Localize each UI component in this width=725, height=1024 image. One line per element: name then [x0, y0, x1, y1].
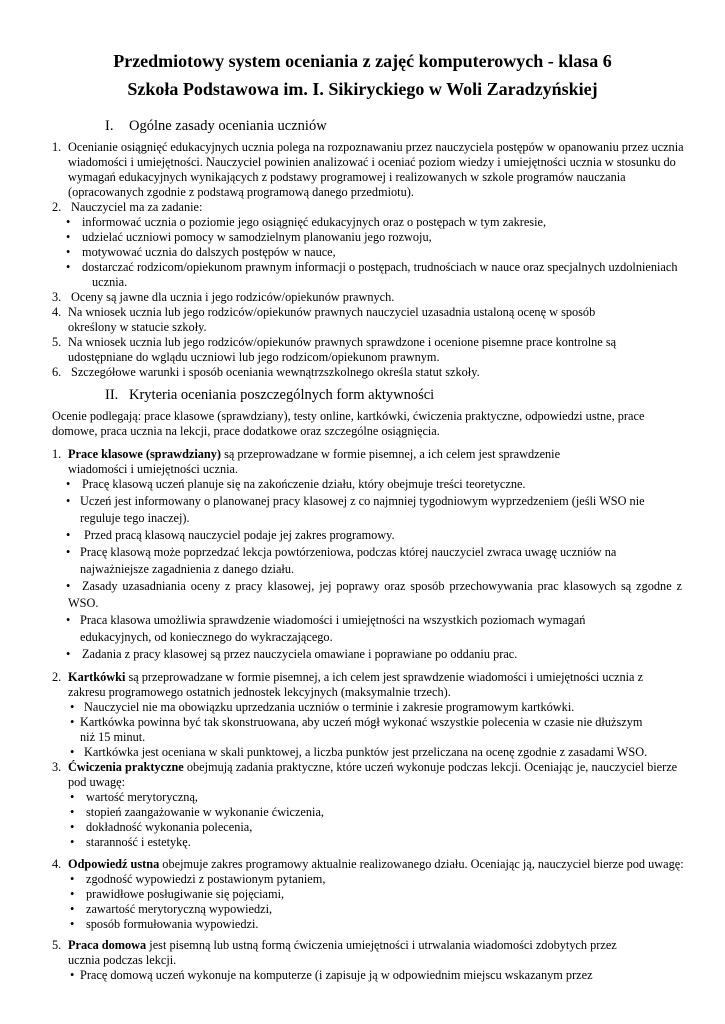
bullet-icon: •	[70, 700, 75, 714]
s2-item4-line1	[68, 857, 684, 872]
s2-item3-term: Ćwiczenia praktyczne	[68, 760, 184, 774]
s1-item4-line2: określony w statucie szkoły.	[68, 320, 207, 334]
s1-item1-line3: wymagań edukacyjnych wynikających z podstawy programowej i realizowanych w szkole programów nauczania	[68, 170, 626, 184]
s2-item1-bullet3: Przed pracą klasową nauczyciel podaje jej zakres programowy.	[84, 528, 395, 542]
bullet-icon: •	[66, 579, 71, 593]
s2-item1-line1	[68, 447, 560, 462]
bullet-icon: •	[66, 494, 71, 508]
bullet-icon: •	[66, 260, 71, 274]
s2-item1-term: Prace klasowe (sprawdziany)	[68, 447, 222, 461]
s2-item2-bullet2: Kartkówka powinna być tak skonstruowana, aby uczeń mógł wykonać wszystkie polecenia w czasie nie dłuższym	[80, 715, 643, 729]
bullet-icon: •	[70, 872, 75, 886]
s1-item6-number: 6.	[52, 365, 62, 379]
bullet-icon: •	[70, 835, 75, 849]
s2-item4-term: Odpowiedź ustna	[68, 857, 160, 871]
s2-item1-line2: wiadomości i umiejętności ucznia.	[68, 462, 239, 476]
s2-item5-number: 5.	[52, 938, 62, 952]
s1-item2-bullet4-cont: ucznia.	[92, 275, 128, 289]
bullet-icon: •	[70, 745, 75, 759]
s2-item1-number: 1.	[52, 447, 62, 461]
s2-item1-bullet1: Pracę klasową uczeń planuje się na zakończenie działu, który obejmuje treści teoretyczne.	[82, 477, 526, 491]
s2-item3-bullet3: dokładność wykonania polecenia,	[86, 820, 253, 834]
section2-numeral: II.	[105, 387, 119, 403]
s2-item2-bullet1: Nauczyciel nie ma obowiązku uprzedzania uczniów o terminie i zakresie programowym kartkówki.	[84, 700, 575, 714]
bullet-icon: •	[70, 917, 75, 931]
s1-item2-bullet4: dostarczać rodzicom/opiekunom prawnym informacji o postępach, trudnościach w nauce oraz specjalnych uzdolnieniach	[82, 260, 678, 274]
s2-item4-bullet4: sposób formułowania wypowiedzi.	[86, 917, 259, 931]
s2-item1-bullet2: Uczeń jest informowany o planowanej pracy klasowej z co najmniej tygodniowym wyprzedzeniem (jeśli WSO nie	[80, 494, 645, 508]
s2-item2-desc: są przeprowadzane w formie pisemnej, a ich celem jest sprawdzenie wiadomości i umiejętności ucznia z	[125, 670, 644, 684]
bullet-icon: •	[66, 477, 71, 491]
s1-item1-number: 1.	[52, 140, 62, 154]
bullet-icon: •	[70, 968, 75, 982]
bullet-icon: •	[66, 215, 71, 229]
s2-item1-bullet7: Zadania z pracy klasowej są przez nauczyciela omawiane i poprawiane po oddaniu prac.	[82, 647, 518, 661]
s2-item4-number: 4.	[52, 857, 62, 871]
s2-item2-bullet3: Kartkówka jest oceniana w skali punktowej, a liczba punktów jest przeliczana na ocenę zgodnie z zasadami WSO.	[84, 745, 648, 759]
s2-item2-number: 2.	[52, 670, 62, 684]
bullet-icon: •	[70, 790, 75, 804]
s1-item6-text: Szczegółowe warunki i sposób oceniania wewnątrzszkolnego określa statut szkoły.	[71, 365, 480, 379]
s2-item2-bullet2-cont: niż 15 minut.	[80, 730, 146, 744]
s2-item3-desc: obejmują zadania praktyczne, które uczeń wykonuje podczas lekcji. Oceniając je, nauczyciel bierze	[183, 760, 678, 774]
s1-item5-line2: udostępniane do wglądu uczniowi lub jego rodzicom/opiekunom prawnym.	[68, 350, 440, 364]
s2-item3-bullet1: wartość merytoryczną,	[86, 790, 198, 804]
bullet-icon: •	[70, 820, 75, 834]
s1-item5-number: 5.	[52, 335, 62, 349]
bullet-icon: •	[66, 647, 71, 661]
bullet-icon: •	[70, 715, 75, 729]
section1-heading-text: Ogólne zasady oceniania uczniów	[129, 118, 327, 134]
s1-item5-line1: Na wniosek ucznia lub jego rodziców/opiekunów prawnych sprawdzone i ocenione pisemne prace kontrolne są	[68, 335, 617, 349]
s2-item1-bullet4-cont: najważniejsze zagadnienia z danego działu.	[80, 562, 295, 576]
bullet-icon: •	[70, 805, 75, 819]
s1-item3-number: 3.	[52, 290, 62, 304]
s2-item3-bullet2: stopień zaangażowanie w wykonanie ćwiczenia,	[86, 805, 324, 819]
section1-numeral: I.	[105, 118, 114, 134]
s1-item1-line1: Ocenianie osiągnięć edukacyjnych ucznia polega na rozpoznawaniu przez nauczyciela postępów w opanowaniu przez ucznia	[68, 140, 684, 154]
s2-item2-term: Kartkówki	[68, 670, 126, 684]
s1-item3-text: Oceny są jawne dla ucznia i jego rodziców/opiekunów prawnych.	[71, 290, 395, 304]
s2-item5-line1	[68, 938, 617, 953]
s1-item4-number: 4.	[52, 305, 62, 319]
s2-item5-bullet1: Pracę domową uczeń wykonuje na komputerze (i zapisuje ją w odpowiednim miejscu wskazanym przez	[80, 968, 593, 982]
s1-item2-bullet3: motywować ucznia do dalszych postępów w nauce,	[82, 245, 336, 259]
s2-item3-line2: pod uwagę:	[68, 775, 126, 789]
bullet-icon: •	[70, 887, 75, 901]
s1-item1-line2: wiadomości i umiejętności. Nauczyciel powinien analizować i oceniać poziom wiedzy i umiejętności ucznia w stosunku do	[68, 155, 676, 169]
bullet-icon: •	[70, 902, 75, 916]
s2-item1-desc: są przeprowadzane w formie pisemnej, a ich celem jest sprawdzenie	[221, 447, 561, 461]
bullet-icon: •	[66, 528, 71, 542]
s2-item2-line1	[68, 670, 643, 685]
section1-heading	[105, 117, 327, 135]
document-title-line2: Szkoła Podstawowa im. I. Sikiryckiego w Woli Zaradzyńskiej	[127, 79, 598, 99]
s2-item5-term: Praca domowa	[68, 938, 147, 952]
bullet-icon: •	[66, 613, 71, 627]
s2-item3-bullet4: staranność i estetykę.	[86, 835, 191, 849]
bullet-icon: •	[66, 545, 71, 559]
s1-item2-bullet1: informować ucznia o poziomie jego osiągnięć edukacyjnych oraz o postępach w tym zakresie,	[82, 215, 547, 229]
section2-heading-text: Kryteria oceniania poszczególnych form aktywności	[129, 387, 435, 403]
s1-item2-bullet2: udzielać uczniowi pomocy w samodzielnym planowaniu jego rozwoju,	[82, 230, 432, 244]
section2-heading	[105, 386, 434, 404]
s2-item4-bullet1: zgodność wypowiedzi z postawionym pytaniem,	[86, 872, 326, 886]
bullet-icon: •	[66, 245, 71, 259]
s2-intro-line2: domowe, praca ucznia na lekcji, prace dodatkowe oraz szczególne osiągnięcia.	[52, 424, 440, 438]
s2-item5-desc: jest pisemną lub ustną formą ćwiczenia umiejętności i utrwalania wiadomości zdobytych przez	[146, 938, 617, 952]
s2-item1-bullet4: Pracę klasową może poprzedzać lekcja powtórzeniowa, podczas której nauczyciel zwraca uwagę uczniów na	[80, 545, 617, 559]
s2-item1-bullet2-cont: reguluje tego inaczej).	[80, 511, 190, 525]
s2-item4-bullet3: zawartość merytoryczną wypowiedzi,	[86, 902, 273, 916]
s1-item2-number: 2.	[52, 200, 62, 214]
s1-item2-text: Nauczyciel ma za zadanie:	[71, 200, 203, 214]
s2-item4-bullet2: prawidłowe posługiwanie się pojęciami,	[86, 887, 285, 901]
s2-item5-line2: ucznia podczas lekcji.	[68, 953, 177, 967]
s2-intro-line1: Ocenie podlegają: prace klasowe (sprawdziany), testy online, kartkówki, ćwiczenia praktyczne, odpowiedzi ustne, prace	[52, 409, 645, 423]
document-title-line1: Przedmiotowy system oceniania z zajęć komputerowych - klasa 6	[113, 51, 612, 71]
s2-item1-bullet5-cont: WSO.	[68, 596, 99, 610]
s2-item1-bullet6-cont: edukacyjnych, od koniecznego do wykraczającego.	[80, 630, 333, 644]
s2-item1-bullet5: Zasady uzasadniania oceny z pracy klasowej, jej poprawy oraz sposób przechowywania prac klasowych są zgodne z	[82, 579, 682, 593]
s2-item3-number: 3.	[52, 760, 62, 774]
s2-item4-desc: obejmuje zakres programowy aktualnie realizowanego działu. Oceniając ją, nauczyciel bierze pod uwagę:	[159, 857, 684, 871]
s1-item1-line4: (opracowanych zgodnie z podstawą programową danego przedmiotu).	[68, 185, 414, 199]
s2-item3-line1	[68, 760, 677, 775]
bullet-icon: •	[66, 230, 71, 244]
s1-item4-line1: Na wniosek ucznia lub jego rodziców/opiekunów prawnych nauczyciel uzasadnia ustaloną ocenę w sposób	[68, 305, 596, 319]
s2-item2-line2: zakresu programowego ostatnich jednostek lekcyjnych (maksymalnie trzech).	[68, 685, 451, 699]
s2-item1-bullet6: Praca klasowa umożliwia sprawdzenie wiadomości i umiejętności na wszystkich poziomach wymagań	[80, 613, 586, 627]
